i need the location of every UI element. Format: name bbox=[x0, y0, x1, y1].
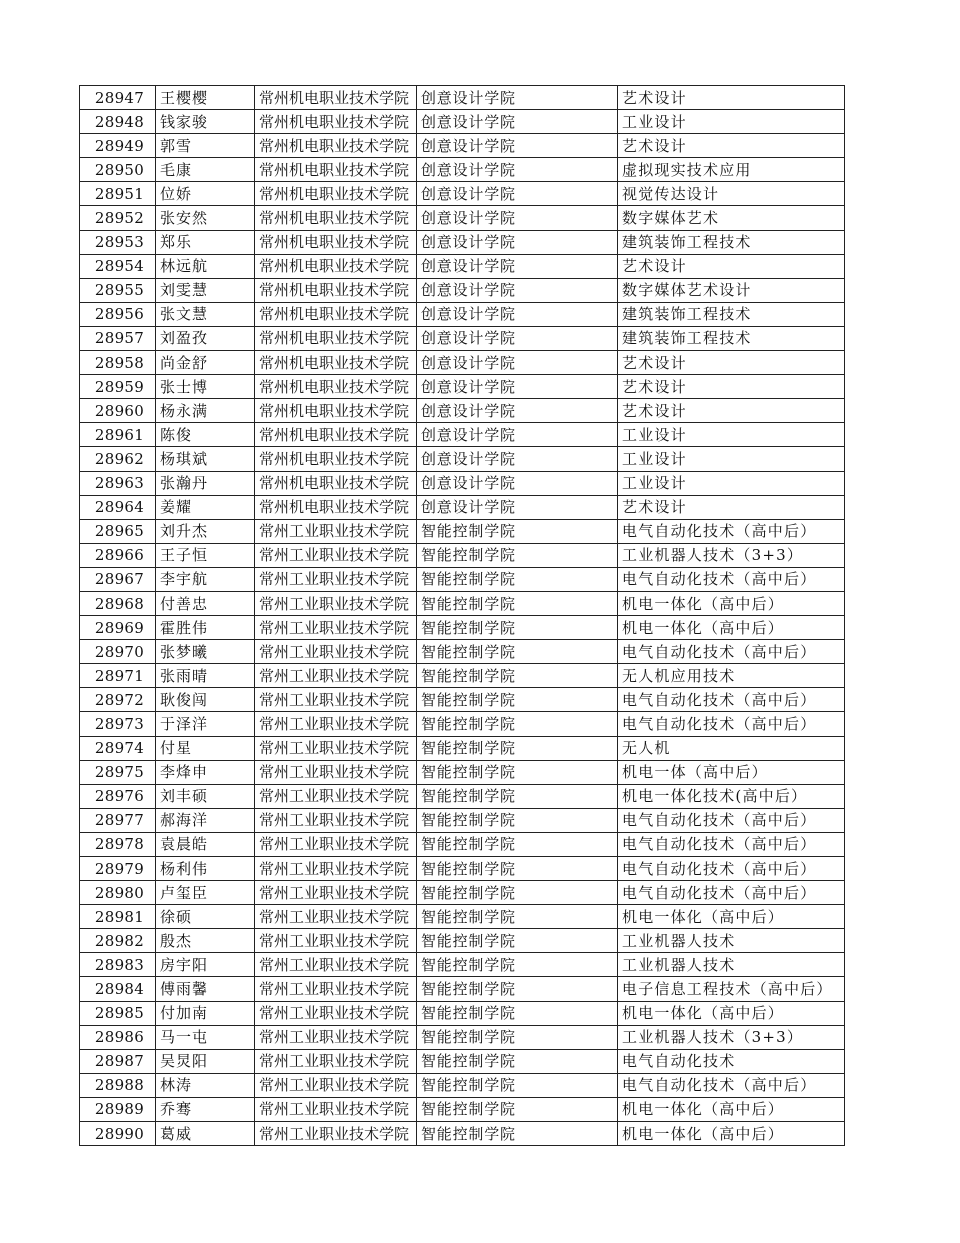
school-name: 常州机电职业技术学院 bbox=[255, 375, 417, 399]
table-row bbox=[80, 495, 845, 519]
table-row bbox=[80, 543, 845, 567]
row-number: 28975 bbox=[80, 760, 156, 784]
school-name: 常州机电职业技术学院 bbox=[255, 158, 417, 182]
school-name: 常州工业职业技术学院 bbox=[255, 1025, 417, 1049]
table-row bbox=[80, 351, 845, 375]
major-name: 机电一体化（高中后） bbox=[618, 1001, 845, 1025]
major-name: 电气自动化技术（高中后） bbox=[618, 688, 845, 712]
row-number: 28965 bbox=[80, 519, 156, 543]
table-row bbox=[80, 929, 845, 953]
student-name: 张文慧 bbox=[156, 302, 255, 326]
row-number: 28963 bbox=[80, 471, 156, 495]
college-name: 创意设计学院 bbox=[417, 158, 618, 182]
roster-sheet bbox=[79, 85, 844, 1146]
college-name: 智能控制学院 bbox=[417, 736, 618, 760]
table-row bbox=[80, 375, 845, 399]
major-name: 机电一体化技术(高中后） bbox=[618, 784, 845, 808]
student-name: 乔骞 bbox=[156, 1097, 255, 1121]
student-name: 付加南 bbox=[156, 1001, 255, 1025]
school-name: 常州工业职业技术学院 bbox=[255, 1001, 417, 1025]
school-name: 常州机电职业技术学院 bbox=[255, 110, 417, 134]
school-name: 常州工业职业技术学院 bbox=[255, 712, 417, 736]
student-name: 傅雨馨 bbox=[156, 977, 255, 1001]
college-name: 创意设计学院 bbox=[417, 326, 618, 350]
major-name: 建筑装饰工程技术 bbox=[618, 326, 845, 350]
row-number: 28971 bbox=[80, 664, 156, 688]
college-name: 智能控制学院 bbox=[417, 1122, 618, 1146]
school-name: 常州工业职业技术学院 bbox=[255, 760, 417, 784]
student-name: 徐硕 bbox=[156, 905, 255, 929]
school-name: 常州工业职业技术学院 bbox=[255, 857, 417, 881]
table-row bbox=[80, 1073, 845, 1097]
row-number: 28964 bbox=[80, 495, 156, 519]
student-name: 王樱樱 bbox=[156, 86, 255, 110]
college-name: 智能控制学院 bbox=[417, 567, 618, 591]
table-row bbox=[80, 110, 845, 134]
row-number: 28948 bbox=[80, 110, 156, 134]
major-name: 数字媒体艺术 bbox=[618, 206, 845, 230]
college-name: 创意设计学院 bbox=[417, 495, 618, 519]
table-row bbox=[80, 760, 845, 784]
school-name: 常州机电职业技术学院 bbox=[255, 230, 417, 254]
student-name: 郑乐 bbox=[156, 230, 255, 254]
row-number: 28954 bbox=[80, 254, 156, 278]
row-number: 28962 bbox=[80, 447, 156, 471]
college-name: 智能控制学院 bbox=[417, 712, 618, 736]
college-name: 创意设计学院 bbox=[417, 399, 618, 423]
student-name: 姜耀 bbox=[156, 495, 255, 519]
college-name: 创意设计学院 bbox=[417, 86, 618, 110]
row-number: 28960 bbox=[80, 399, 156, 423]
row-number: 28974 bbox=[80, 736, 156, 760]
school-name: 常州工业职业技术学院 bbox=[255, 977, 417, 1001]
roster-body bbox=[80, 86, 845, 1146]
major-name: 工业设计 bbox=[618, 447, 845, 471]
major-name: 电气自动化技术（高中后） bbox=[618, 712, 845, 736]
college-name: 智能控制学院 bbox=[417, 664, 618, 688]
table-row bbox=[80, 399, 845, 423]
row-number: 28955 bbox=[80, 278, 156, 302]
major-name: 机电一体化（高中后） bbox=[618, 591, 845, 615]
school-name: 常州机电职业技术学院 bbox=[255, 86, 417, 110]
table-row bbox=[80, 423, 845, 447]
table-row bbox=[80, 1097, 845, 1121]
major-name: 艺术设计 bbox=[618, 399, 845, 423]
row-number: 28979 bbox=[80, 857, 156, 881]
school-name: 常州工业职业技术学院 bbox=[255, 832, 417, 856]
major-name: 电子信息工程技术（高中后） bbox=[618, 977, 845, 1001]
table-row bbox=[80, 664, 845, 688]
student-name: 刘雯慧 bbox=[156, 278, 255, 302]
table-row bbox=[80, 158, 845, 182]
table-row bbox=[80, 736, 845, 760]
table-row bbox=[80, 567, 845, 591]
row-number: 28984 bbox=[80, 977, 156, 1001]
student-name: 王子恒 bbox=[156, 543, 255, 567]
roster-table bbox=[79, 85, 845, 1146]
school-name: 常州工业职业技术学院 bbox=[255, 1097, 417, 1121]
student-name: 杨永满 bbox=[156, 399, 255, 423]
college-name: 智能控制学院 bbox=[417, 519, 618, 543]
school-name: 常州工业职业技术学院 bbox=[255, 881, 417, 905]
college-name: 智能控制学院 bbox=[417, 1073, 618, 1097]
major-name: 工业机器人技术 bbox=[618, 929, 845, 953]
college-name: 创意设计学院 bbox=[417, 471, 618, 495]
table-row bbox=[80, 86, 845, 110]
school-name: 常州工业职业技术学院 bbox=[255, 519, 417, 543]
school-name: 常州工业职业技术学院 bbox=[255, 543, 417, 567]
school-name: 常州工业职业技术学院 bbox=[255, 1049, 417, 1073]
table-row bbox=[80, 640, 845, 664]
row-number: 28958 bbox=[80, 351, 156, 375]
major-name: 机电一体化（高中后） bbox=[618, 1097, 845, 1121]
student-name: 刘盈孜 bbox=[156, 326, 255, 350]
row-number: 28959 bbox=[80, 375, 156, 399]
row-number: 28988 bbox=[80, 1073, 156, 1097]
row-number: 28981 bbox=[80, 905, 156, 929]
school-name: 常州机电职业技术学院 bbox=[255, 302, 417, 326]
row-number: 28970 bbox=[80, 640, 156, 664]
major-name: 艺术设计 bbox=[618, 351, 845, 375]
college-name: 创意设计学院 bbox=[417, 302, 618, 326]
student-name: 吴炅阳 bbox=[156, 1049, 255, 1073]
college-name: 智能控制学院 bbox=[417, 929, 618, 953]
student-name: 张安然 bbox=[156, 206, 255, 230]
table-row bbox=[80, 1001, 845, 1025]
major-name: 电气自动化技术（高中后） bbox=[618, 832, 845, 856]
table-row bbox=[80, 182, 845, 206]
college-name: 智能控制学院 bbox=[417, 881, 618, 905]
school-name: 常州工业职业技术学院 bbox=[255, 616, 417, 640]
major-name: 无人机 bbox=[618, 736, 845, 760]
student-name: 刘丰硕 bbox=[156, 784, 255, 808]
row-number: 28969 bbox=[80, 616, 156, 640]
school-name: 常州工业职业技术学院 bbox=[255, 929, 417, 953]
school-name: 常州机电职业技术学院 bbox=[255, 447, 417, 471]
table-row bbox=[80, 832, 845, 856]
row-number: 28949 bbox=[80, 134, 156, 158]
student-name: 李宇航 bbox=[156, 567, 255, 591]
row-number: 28972 bbox=[80, 688, 156, 712]
school-name: 常州机电职业技术学院 bbox=[255, 182, 417, 206]
table-row bbox=[80, 953, 845, 977]
major-name: 艺术设计 bbox=[618, 86, 845, 110]
student-name: 郝海洋 bbox=[156, 808, 255, 832]
row-number: 28977 bbox=[80, 808, 156, 832]
major-name: 电气自动化技术 bbox=[618, 1049, 845, 1073]
row-number: 28989 bbox=[80, 1097, 156, 1121]
row-number: 28951 bbox=[80, 182, 156, 206]
school-name: 常州机电职业技术学院 bbox=[255, 351, 417, 375]
college-name: 创意设计学院 bbox=[417, 375, 618, 399]
student-name: 张梦曦 bbox=[156, 640, 255, 664]
table-row bbox=[80, 1025, 845, 1049]
table-row bbox=[80, 206, 845, 230]
major-name: 工业设计 bbox=[618, 423, 845, 447]
table-row bbox=[80, 519, 845, 543]
school-name: 常州工业职业技术学院 bbox=[255, 591, 417, 615]
college-name: 智能控制学院 bbox=[417, 760, 618, 784]
row-number: 28968 bbox=[80, 591, 156, 615]
table-row bbox=[80, 1049, 845, 1073]
table-row bbox=[80, 230, 845, 254]
student-name: 殷杰 bbox=[156, 929, 255, 953]
school-name: 常州工业职业技术学院 bbox=[255, 567, 417, 591]
school-name: 常州机电职业技术学院 bbox=[255, 134, 417, 158]
major-name: 电气自动化技术（高中后） bbox=[618, 881, 845, 905]
table-row bbox=[80, 326, 845, 350]
major-name: 艺术设计 bbox=[618, 495, 845, 519]
school-name: 常州机电职业技术学院 bbox=[255, 399, 417, 423]
major-name: 电气自动化技术（高中后） bbox=[618, 640, 845, 664]
school-name: 常州工业职业技术学院 bbox=[255, 905, 417, 929]
college-name: 智能控制学院 bbox=[417, 1049, 618, 1073]
major-name: 电气自动化技术（高中后） bbox=[618, 1073, 845, 1097]
major-name: 建筑装饰工程技术 bbox=[618, 302, 845, 326]
college-name: 创意设计学院 bbox=[417, 423, 618, 447]
college-name: 智能控制学院 bbox=[417, 1001, 618, 1025]
major-name: 电气自动化技术（高中后） bbox=[618, 857, 845, 881]
major-name: 建筑装饰工程技术 bbox=[618, 230, 845, 254]
college-name: 智能控制学院 bbox=[417, 832, 618, 856]
college-name: 创意设计学院 bbox=[417, 134, 618, 158]
major-name: 工业机器人技术（3+3） bbox=[618, 1025, 845, 1049]
major-name: 机电一体化（高中后） bbox=[618, 616, 845, 640]
row-number: 28985 bbox=[80, 1001, 156, 1025]
table-row bbox=[80, 905, 845, 929]
student-name: 耿俊闯 bbox=[156, 688, 255, 712]
student-name: 霍胜伟 bbox=[156, 616, 255, 640]
major-name: 机电一体化（高中后） bbox=[618, 1122, 845, 1146]
school-name: 常州工业职业技术学院 bbox=[255, 640, 417, 664]
student-name: 钱家骏 bbox=[156, 110, 255, 134]
student-name: 张瀚丹 bbox=[156, 471, 255, 495]
college-name: 创意设计学院 bbox=[417, 182, 618, 206]
college-name: 智能控制学院 bbox=[417, 1025, 618, 1049]
student-name: 付星 bbox=[156, 736, 255, 760]
college-name: 智能控制学院 bbox=[417, 953, 618, 977]
college-name: 智能控制学院 bbox=[417, 543, 618, 567]
school-name: 常州机电职业技术学院 bbox=[255, 423, 417, 447]
college-name: 智能控制学院 bbox=[417, 640, 618, 664]
major-name: 艺术设计 bbox=[618, 134, 845, 158]
student-name: 葛威 bbox=[156, 1122, 255, 1146]
student-name: 尚金舒 bbox=[156, 351, 255, 375]
table-row bbox=[80, 447, 845, 471]
row-number: 28957 bbox=[80, 326, 156, 350]
student-name: 杨利伟 bbox=[156, 857, 255, 881]
college-name: 智能控制学院 bbox=[417, 977, 618, 1001]
college-name: 创意设计学院 bbox=[417, 230, 618, 254]
major-name: 无人机应用技术 bbox=[618, 664, 845, 688]
college-name: 创意设计学院 bbox=[417, 447, 618, 471]
college-name: 智能控制学院 bbox=[417, 784, 618, 808]
school-name: 常州工业职业技术学院 bbox=[255, 736, 417, 760]
table-row bbox=[80, 977, 845, 1001]
student-name: 张雨晴 bbox=[156, 664, 255, 688]
major-name: 数字媒体艺术设计 bbox=[618, 278, 845, 302]
table-row bbox=[80, 881, 845, 905]
student-name: 李烽申 bbox=[156, 760, 255, 784]
student-name: 林远航 bbox=[156, 254, 255, 278]
student-name: 袁晨皓 bbox=[156, 832, 255, 856]
school-name: 常州机电职业技术学院 bbox=[255, 326, 417, 350]
college-name: 创意设计学院 bbox=[417, 110, 618, 134]
table-row bbox=[80, 857, 845, 881]
student-name: 陈俊 bbox=[156, 423, 255, 447]
row-number: 28966 bbox=[80, 543, 156, 567]
major-name: 工业机器人技术（3+3） bbox=[618, 543, 845, 567]
major-name: 电气自动化技术（高中后） bbox=[618, 808, 845, 832]
table-row bbox=[80, 616, 845, 640]
table-row bbox=[80, 591, 845, 615]
major-name: 艺术设计 bbox=[618, 375, 845, 399]
table-row bbox=[80, 712, 845, 736]
student-name: 林涛 bbox=[156, 1073, 255, 1097]
row-number: 28973 bbox=[80, 712, 156, 736]
major-name: 视觉传达设计 bbox=[618, 182, 845, 206]
college-name: 智能控制学院 bbox=[417, 688, 618, 712]
major-name: 机电一体化（高中后） bbox=[618, 905, 845, 929]
row-number: 28987 bbox=[80, 1049, 156, 1073]
school-name: 常州工业职业技术学院 bbox=[255, 664, 417, 688]
school-name: 常州工业职业技术学院 bbox=[255, 1073, 417, 1097]
major-name: 机电一体（高中后） bbox=[618, 760, 845, 784]
college-name: 智能控制学院 bbox=[417, 616, 618, 640]
college-name: 创意设计学院 bbox=[417, 206, 618, 230]
table-row bbox=[80, 278, 845, 302]
major-name: 工业设计 bbox=[618, 471, 845, 495]
row-number: 28953 bbox=[80, 230, 156, 254]
row-number: 28956 bbox=[80, 302, 156, 326]
major-name: 电气自动化技术（高中后） bbox=[618, 567, 845, 591]
major-name: 虚拟现实技术应用 bbox=[618, 158, 845, 182]
table-row bbox=[80, 302, 845, 326]
major-name: 电气自动化技术（高中后） bbox=[618, 519, 845, 543]
college-name: 智能控制学院 bbox=[417, 905, 618, 929]
row-number: 28947 bbox=[80, 86, 156, 110]
row-number: 28950 bbox=[80, 158, 156, 182]
table-row bbox=[80, 134, 845, 158]
school-name: 常州工业职业技术学院 bbox=[255, 953, 417, 977]
row-number: 28978 bbox=[80, 832, 156, 856]
school-name: 常州工业职业技术学院 bbox=[255, 688, 417, 712]
table-row bbox=[80, 471, 845, 495]
school-name: 常州机电职业技术学院 bbox=[255, 278, 417, 302]
table-row bbox=[80, 254, 845, 278]
major-name: 工业设计 bbox=[618, 110, 845, 134]
college-name: 创意设计学院 bbox=[417, 351, 618, 375]
student-name: 刘升杰 bbox=[156, 519, 255, 543]
school-name: 常州工业职业技术学院 bbox=[255, 784, 417, 808]
student-name: 于泽洋 bbox=[156, 712, 255, 736]
row-number: 28976 bbox=[80, 784, 156, 808]
college-name: 智能控制学院 bbox=[417, 1097, 618, 1121]
table-row bbox=[80, 808, 845, 832]
table-row bbox=[80, 784, 845, 808]
major-name: 工业机器人技术 bbox=[618, 953, 845, 977]
school-name: 常州机电职业技术学院 bbox=[255, 254, 417, 278]
row-number: 28961 bbox=[80, 423, 156, 447]
table-row bbox=[80, 688, 845, 712]
major-name: 艺术设计 bbox=[618, 254, 845, 278]
row-number: 28983 bbox=[80, 953, 156, 977]
school-name: 常州工业职业技术学院 bbox=[255, 808, 417, 832]
student-name: 郭雪 bbox=[156, 134, 255, 158]
student-name: 卢玺臣 bbox=[156, 881, 255, 905]
student-name: 毛康 bbox=[156, 158, 255, 182]
row-number: 28980 bbox=[80, 881, 156, 905]
row-number: 28990 bbox=[80, 1122, 156, 1146]
college-name: 智能控制学院 bbox=[417, 591, 618, 615]
student-name: 杨琪斌 bbox=[156, 447, 255, 471]
college-name: 创意设计学院 bbox=[417, 278, 618, 302]
student-name: 张士博 bbox=[156, 375, 255, 399]
row-number: 28982 bbox=[80, 929, 156, 953]
row-number: 28967 bbox=[80, 567, 156, 591]
school-name: 常州机电职业技术学院 bbox=[255, 495, 417, 519]
student-name: 付善忠 bbox=[156, 591, 255, 615]
college-name: 智能控制学院 bbox=[417, 808, 618, 832]
college-name: 创意设计学院 bbox=[417, 254, 618, 278]
college-name: 智能控制学院 bbox=[417, 857, 618, 881]
student-name: 马一屯 bbox=[156, 1025, 255, 1049]
student-name: 位娇 bbox=[156, 182, 255, 206]
row-number: 28986 bbox=[80, 1025, 156, 1049]
student-name: 房宇阳 bbox=[156, 953, 255, 977]
school-name: 常州机电职业技术学院 bbox=[255, 206, 417, 230]
school-name: 常州工业职业技术学院 bbox=[255, 1122, 417, 1146]
table-row bbox=[80, 1122, 845, 1146]
school-name: 常州机电职业技术学院 bbox=[255, 471, 417, 495]
row-number: 28952 bbox=[80, 206, 156, 230]
